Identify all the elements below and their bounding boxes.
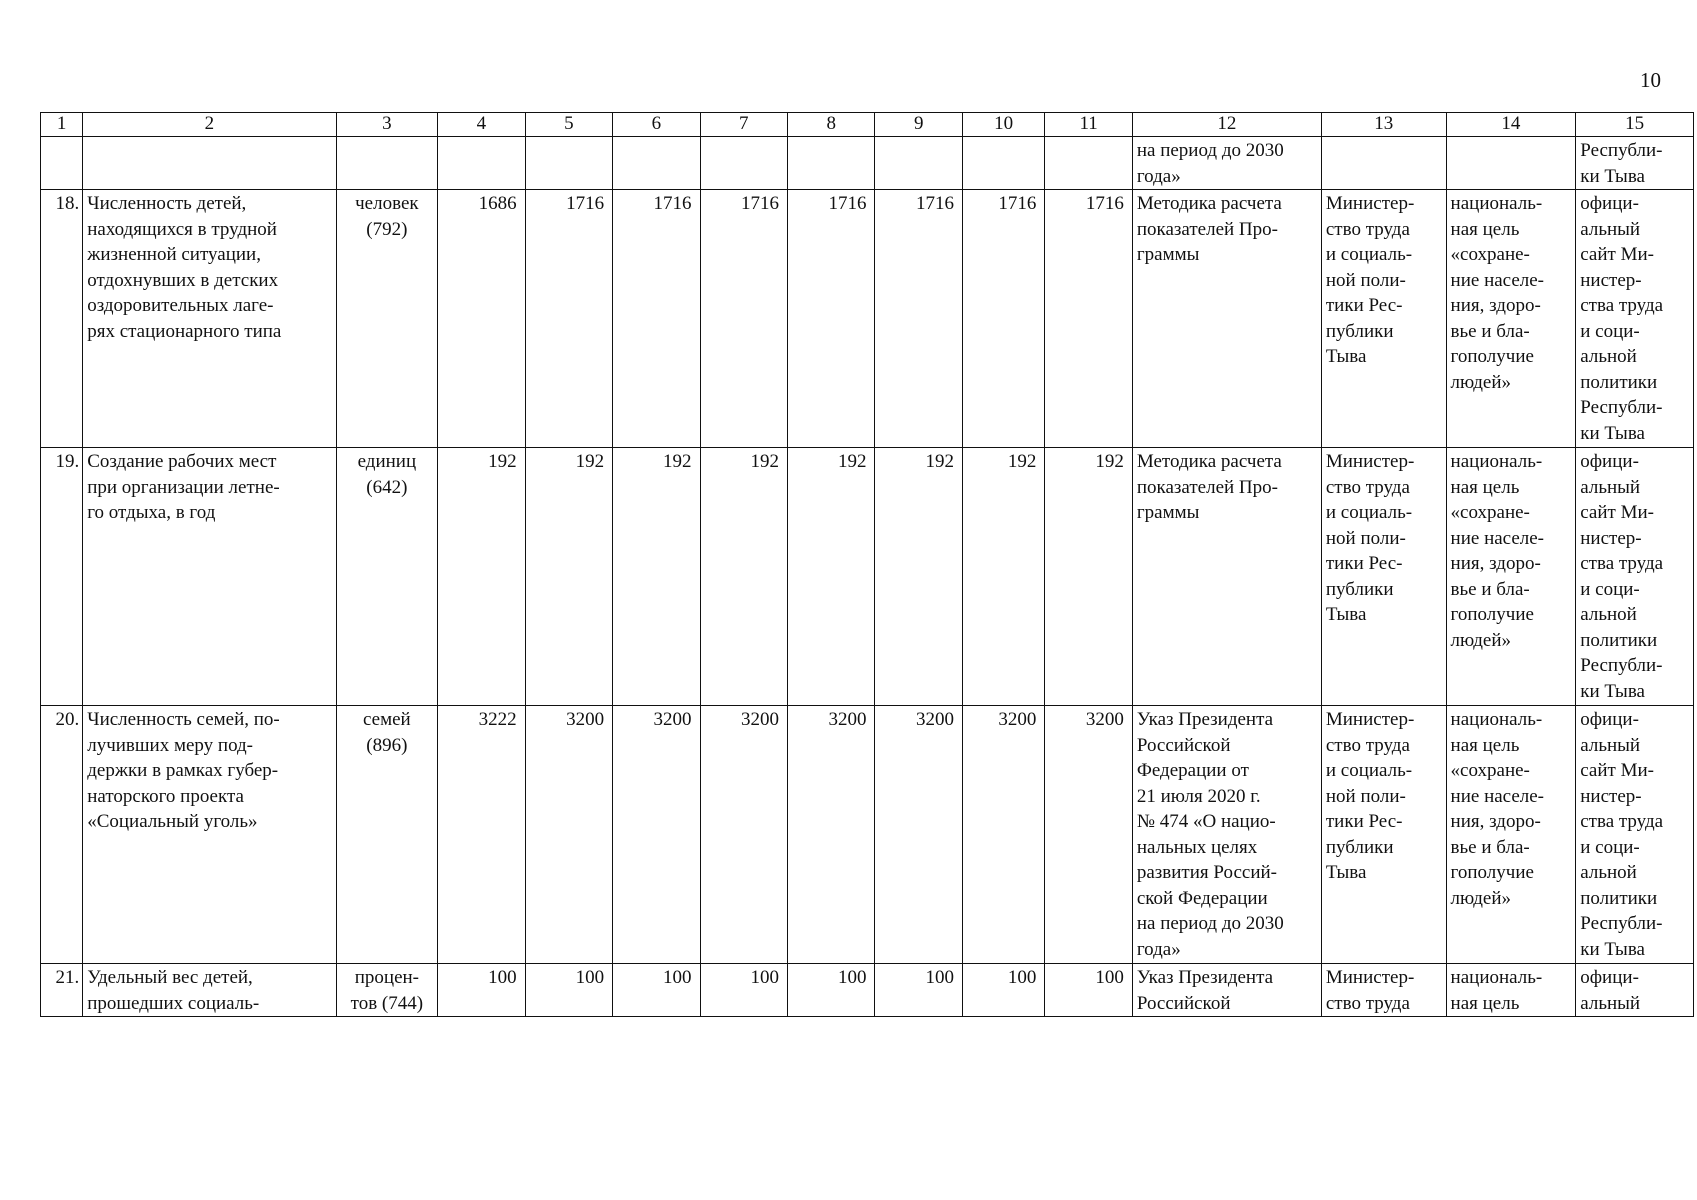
responsible-cell: Министер- ство труда и социаль- ной поли- тики Рес- публики Тыва (1321, 706, 1446, 964)
continuation-row (41, 137, 1694, 190)
value-cell: 100 (438, 964, 525, 1017)
unit-cell: процен- тов (744) (336, 964, 438, 1017)
row-number: 20. (41, 706, 83, 964)
unit-cell: человек (792) (336, 190, 438, 448)
value-cell: 100 (700, 964, 787, 1017)
column-header: 1 (41, 113, 83, 137)
value-cell: 3200 (962, 706, 1044, 964)
value-cell: 192 (962, 448, 1044, 706)
value-cell: 1686 (438, 190, 525, 448)
basis-cell: Методика расчета показателей Про- граммы (1132, 448, 1321, 706)
column-header: 2 (83, 113, 336, 137)
indicators-table (40, 112, 1694, 1017)
value-cell: 3222 (438, 706, 525, 964)
page-number: 10 (1640, 68, 1661, 92)
value-cell: 1716 (525, 190, 612, 448)
value-cell: 1716 (613, 190, 700, 448)
value-cell: 100 (613, 964, 700, 1017)
value-cell: 100 (875, 964, 962, 1017)
value-cell: 192 (875, 448, 962, 706)
goal-cell: националь- ная цель «сохране- ние населе- ния, здоро- вье и бла- гополучие людей» (1446, 706, 1576, 964)
table-row (41, 448, 1694, 706)
row-number: 18. (41, 190, 83, 448)
column-header: 7 (700, 113, 787, 137)
unit-cell: семей (896) (336, 706, 438, 964)
value-cell: 192 (788, 448, 875, 706)
column-number-row (41, 113, 1694, 137)
column-header: 12 (1132, 113, 1321, 137)
table-row (41, 706, 1694, 964)
value-cell: 3200 (700, 706, 787, 964)
value-cell: 3200 (613, 706, 700, 964)
value-cell: 3200 (875, 706, 962, 964)
value-cell: 3200 (525, 706, 612, 964)
value-cell: 192 (700, 448, 787, 706)
value-cell: 3200 (1045, 706, 1132, 964)
column-header: 3 (336, 113, 438, 137)
column-header: 14 (1446, 113, 1576, 137)
column-header: 10 (962, 113, 1044, 137)
source-cell: офици- альный сайт Ми- нистер- ства труда и соци- альной политики Республи- ки Тыва (1576, 448, 1694, 706)
responsible-cell: Министер- ство труда и социаль- ной поли- тики Рес- публики Тыва (1321, 190, 1446, 448)
value-cell: 192 (525, 448, 612, 706)
column-header: 8 (788, 113, 875, 137)
basis-cell: Указ Президента Российской Федерации от 21 июля 2020 г. № 474 «О нацио- нальных целях развития Россий- ской Федерации на период до 2030 года» (1132, 706, 1321, 964)
value-cell: 100 (962, 964, 1044, 1017)
unit-cell: единиц (642) (336, 448, 438, 706)
column-header: 13 (1321, 113, 1446, 137)
source-cell: офици- альный сайт Ми- нистер- ства труда и соци- альной политики Республи- ки Тыва (1576, 190, 1694, 448)
source-cell: офици- альный сайт Ми- нистер- ства труда и соци- альной политики Республи- ки Тыва (1576, 706, 1694, 964)
indicator-name: Численность детей, находящихся в трудной жизненной ситуации, отдохнувших в детских оздоровительных лаге- рях стационарного типа (83, 190, 336, 448)
table-row (41, 190, 1694, 448)
indicator-name: Удельный вес детей, прошедших социаль- (83, 964, 336, 1017)
column-header: 11 (1045, 113, 1132, 137)
basis-cell: Указ Президента Российской (1132, 964, 1321, 1017)
table-row (41, 964, 1694, 1017)
responsible-cell: Министер- ство труда (1321, 964, 1446, 1017)
value-cell: 1716 (1045, 190, 1132, 448)
source-cell: офици- альный (1576, 964, 1694, 1017)
value-cell: 1716 (962, 190, 1044, 448)
value-cell: 1716 (788, 190, 875, 448)
value-cell: 1716 (875, 190, 962, 448)
column-header: 9 (875, 113, 962, 137)
column-header: 6 (613, 113, 700, 137)
value-cell: 192 (438, 448, 525, 706)
source-cell: Республи- ки Тыва (1576, 137, 1694, 190)
value-cell: 100 (1045, 964, 1132, 1017)
value-cell: 192 (1045, 448, 1132, 706)
value-cell: 192 (613, 448, 700, 706)
goal-cell: националь- ная цель «сохране- ние населе- ния, здоро- вье и бла- гополучие людей» (1446, 448, 1576, 706)
goal-cell: националь- ная цель «сохране- ние населе- ния, здоро- вье и бла- гополучие людей» (1446, 190, 1576, 448)
row-number: 21. (41, 964, 83, 1017)
responsible-cell: Министер- ство труда и социаль- ной поли- тики Рес- публики Тыва (1321, 448, 1446, 706)
indicator-name: Численность семей, по- лучивших меру под- держки в рамках губер- наторского проекта «Социальный уголь» (83, 706, 336, 964)
basis-cell: Методика расчета показателей Про- граммы (1132, 190, 1321, 448)
value-cell: 100 (525, 964, 612, 1017)
column-header: 4 (438, 113, 525, 137)
row-number: 19. (41, 448, 83, 706)
goal-cell: националь- ная цель (1446, 964, 1576, 1017)
indicator-name: Создание рабочих мест при организации летне- го отдыха, в год (83, 448, 336, 706)
column-header: 5 (525, 113, 612, 137)
value-cell: 100 (788, 964, 875, 1017)
basis-cell: на период до 2030 года» (1132, 137, 1321, 190)
column-header: 15 (1576, 113, 1694, 137)
value-cell: 3200 (788, 706, 875, 964)
value-cell: 1716 (700, 190, 787, 448)
